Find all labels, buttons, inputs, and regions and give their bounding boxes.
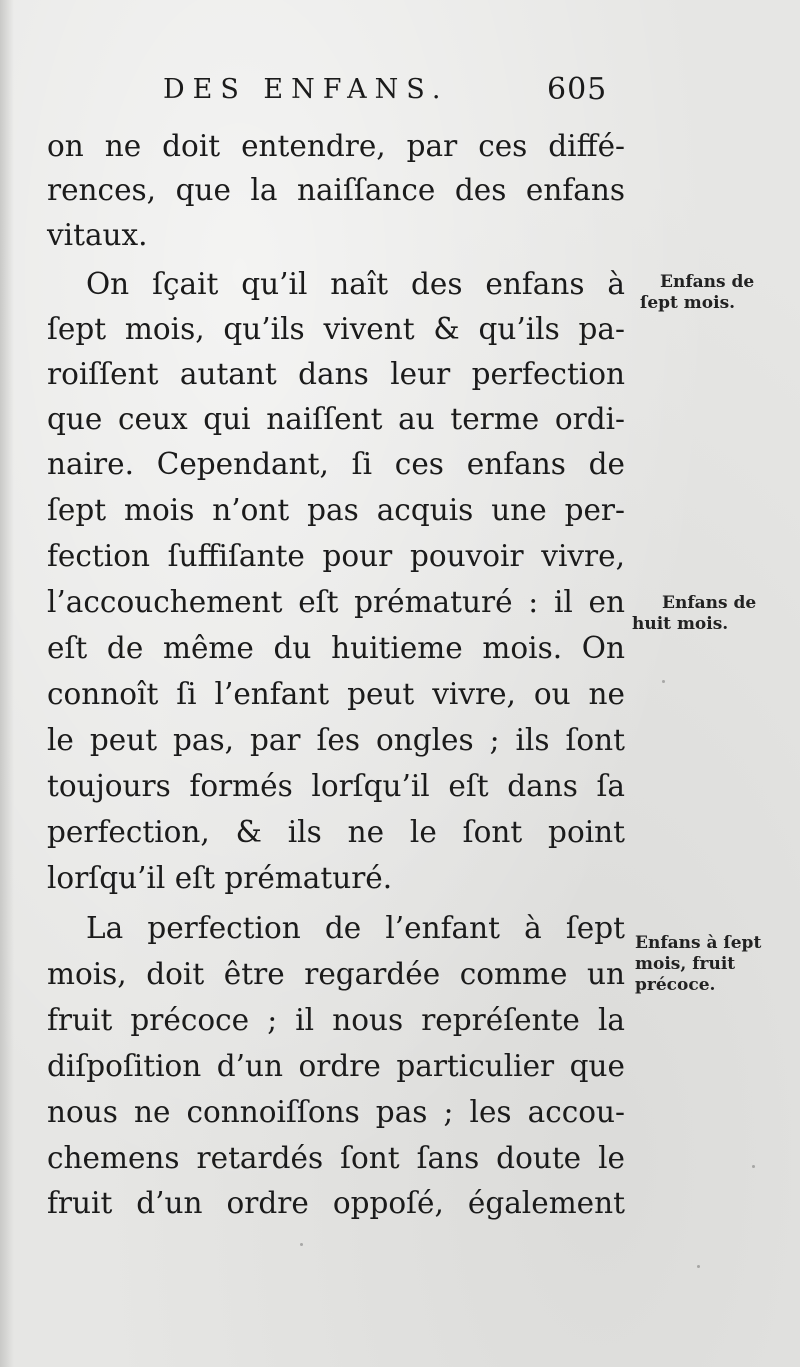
margin-note-line: huit mois. (632, 614, 729, 634)
text-line: que ceux qui naiſſent au terme ordi- (47, 402, 625, 436)
margin-note (635, 933, 761, 996)
paper-speck (697, 1265, 700, 1268)
text-line: diſpoſition d’un ordre particulier que (47, 1049, 625, 1083)
margin-note-line: Enfans à ſept (635, 933, 762, 953)
text-line: l’accouchement eſt prématuré : il en (47, 585, 625, 619)
text-line: toujours formés lorſqu’il eſt dans ſa (47, 769, 625, 803)
page-edge-shadow (0, 0, 14, 1367)
text-line: lorſqu’il eſt prématuré. (47, 861, 393, 895)
running-head: DES ENFANS. (163, 74, 449, 105)
margin-note-line: Enfans de (662, 593, 757, 613)
text-line: fruit précoce ; il nous repréſente la (47, 1003, 625, 1037)
margin-note (640, 272, 754, 314)
paper-speck (752, 1165, 755, 1168)
text-line: chemens retardés ſont ſans doute le (47, 1141, 625, 1175)
text-line: rences, que la naiſſance des enfans (47, 173, 625, 207)
page-header (0, 70, 800, 114)
margin-note-line: Enfans de (660, 272, 755, 292)
margin-note (632, 593, 756, 635)
text-line: On ſçait qu’il naît des enfans à (86, 267, 625, 301)
text-line: ſept mois n’ont pas acquis une per- (47, 493, 625, 527)
text-line: eſt de même du huitieme mois. On (47, 631, 625, 665)
text-line: La perfection de l’enfant à ſept (86, 911, 625, 945)
text-line: mois, doit être regardée comme un (47, 957, 625, 991)
text-line: connoît ſi l’enfant peut vivre, ou ne (47, 677, 625, 711)
text-line: ſept mois, qu’ils vivent & qu’ils pa- (47, 312, 625, 346)
text-line: fruit d’un ordre oppoſé, également (47, 1186, 625, 1220)
text-line: fection ſuffiſante pour pouvoir vivre, (47, 539, 625, 573)
paper-speck (662, 680, 665, 683)
text-line: perfection, & ils ne le ſont point (47, 815, 625, 849)
text-line: roiſſent autant dans leur perfection (47, 357, 625, 391)
margin-note-line: mois, fruit (635, 954, 736, 974)
margin-note-line: ſept mois. (640, 293, 736, 313)
text-line: on ne doit entendre, par ces diffé- (47, 129, 625, 163)
text-line: vitaux. (47, 218, 148, 252)
text-line: nous ne connoiſſons pas ; les accou- (47, 1095, 625, 1129)
page-number: 605 (547, 72, 608, 107)
paper-speck (300, 1243, 303, 1246)
text-line: le peut pas, par ſes ongles ; ils ſont (47, 723, 625, 757)
text-line: naire. Cependant, ſi ces enfans de (47, 447, 625, 481)
margin-note-line: précoce. (635, 975, 716, 995)
